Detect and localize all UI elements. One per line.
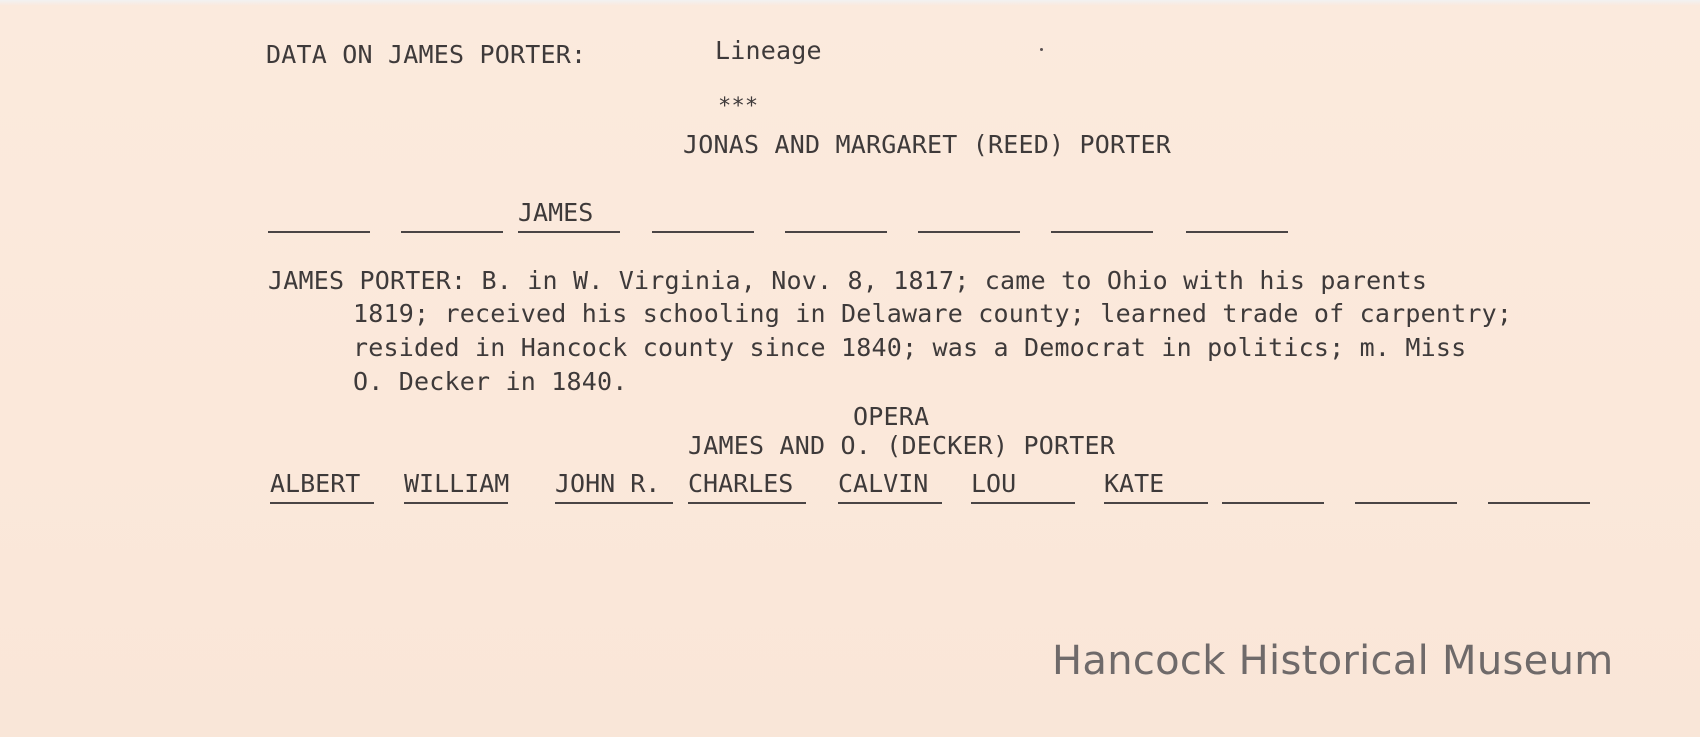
row1-blank-line — [268, 198, 370, 233]
bio-line-4: O. Decker in 1840. — [353, 367, 628, 396]
row1-blank-line — [918, 198, 1020, 233]
header-label: DATA ON JAMES PORTER: — [266, 40, 587, 69]
row2-blank-line — [1222, 469, 1324, 504]
bio-line-3: resided in Hancock county since 1840; was a Democrat in politics; m. Miss — [353, 333, 1467, 362]
ink-dot — [1040, 48, 1043, 51]
row2-child-kate: KATE — [1104, 469, 1208, 504]
section-divider: *** — [718, 94, 759, 119]
row2-child-albert: ALBERT — [270, 469, 374, 504]
row1-blank-line — [1051, 198, 1153, 233]
row1-blank-line — [1186, 198, 1288, 233]
museum-watermark: Hancock Historical Museum — [1052, 638, 1614, 684]
annotation-opera: OPERA — [853, 402, 930, 431]
parents-james-decker: JAMES AND O. (DECKER) PORTER — [688, 431, 1116, 460]
header-subject: Lineage — [715, 36, 822, 65]
row2-child-charles: CHARLES — [688, 469, 806, 504]
parents-jonas-margaret: JONAS AND MARGARET (REED) PORTER — [683, 130, 1172, 159]
scan-edge — [0, 0, 1700, 6]
bio-line-2: 1819; received his schooling in Delaware county; learned trade of carpentry; — [353, 299, 1513, 328]
row1-blank-line — [785, 198, 887, 233]
row2-child-lou: LOU — [971, 469, 1075, 504]
row2-blank-line — [1355, 469, 1457, 504]
bio-line-1: JAMES PORTER: B. in W. Virginia, Nov. 8, 1817; came to Ohio with his parents — [268, 266, 1428, 295]
row2-child-calvin: CALVIN — [838, 469, 942, 504]
row2-child-johnr: JOHN R. — [555, 469, 673, 504]
row2-blank-line — [1488, 469, 1590, 504]
row1-blank-line — [652, 198, 754, 233]
row2-child-william: WILLIAM — [404, 469, 508, 504]
row1-blank-line — [401, 198, 503, 233]
row1-child-james: JAMES — [518, 198, 620, 233]
